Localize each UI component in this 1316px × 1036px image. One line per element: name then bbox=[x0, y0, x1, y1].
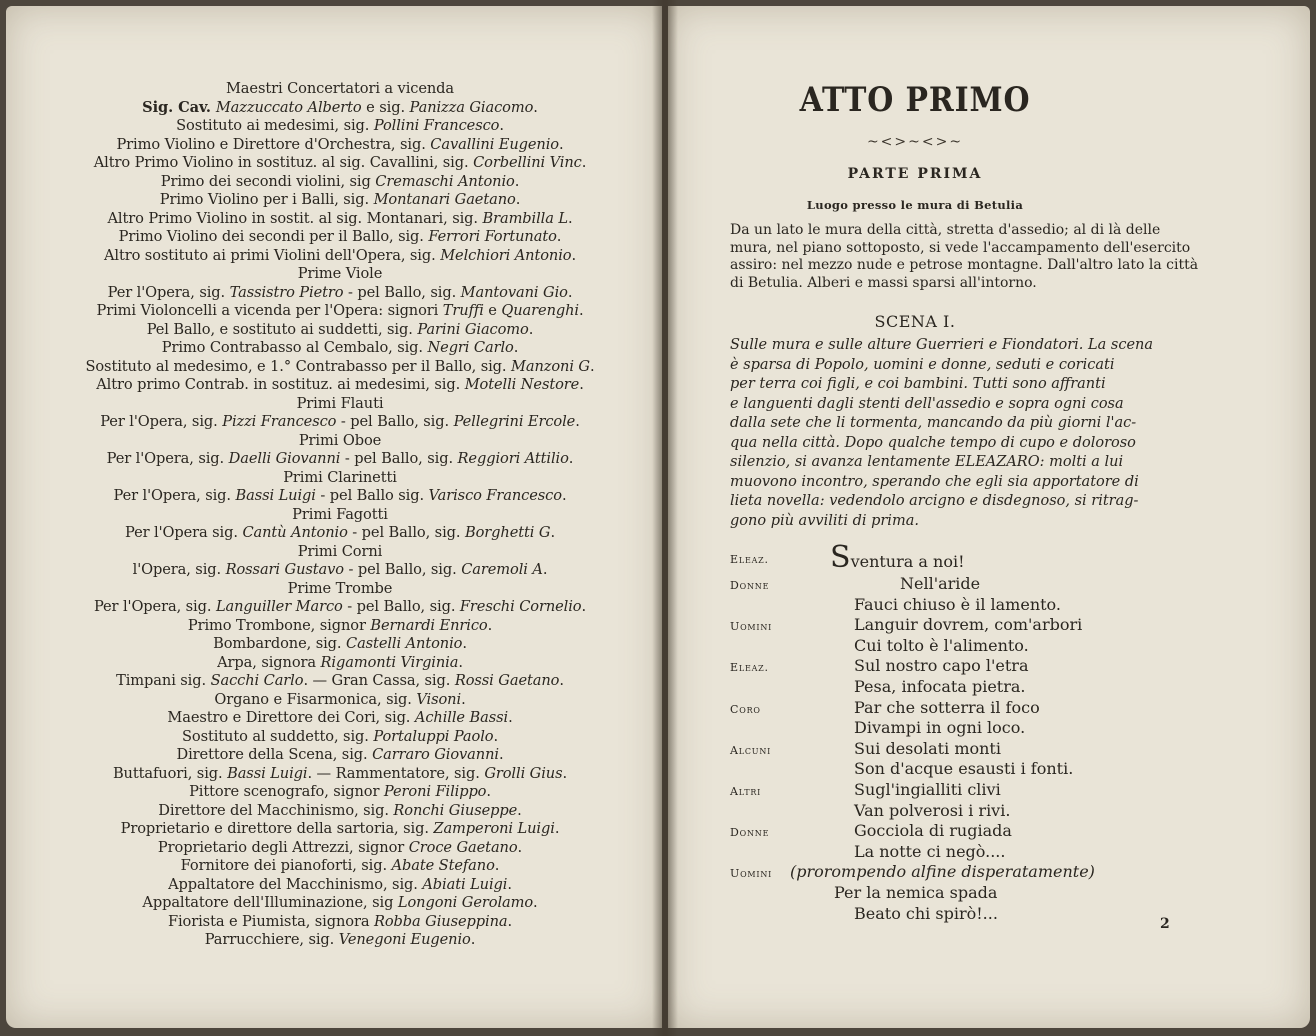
verse-text: Pesa, infocata pietra. bbox=[854, 676, 1026, 696]
credit-role: . bbox=[507, 912, 513, 930]
credit-name: Pollini Francesco bbox=[373, 117, 500, 134]
speaker-label: Alcuni bbox=[730, 743, 772, 757]
credit-role: Proprietario e direttore della sartoria, sig. bbox=[120, 820, 434, 837]
ornament-divider: ~<>~<>~ bbox=[866, 134, 964, 150]
speaker-label: Altri bbox=[730, 784, 762, 798]
dialogue-line bbox=[730, 780, 1150, 801]
credit-name: Manzoni G bbox=[511, 357, 590, 375]
credit-name: Pizzi Francesco bbox=[222, 413, 337, 430]
verse-text: Van polverosi i rivi. bbox=[854, 800, 1011, 820]
credit-role: - pel Ballo, sig. bbox=[342, 598, 460, 615]
credit-role: e bbox=[483, 302, 502, 319]
credit-name: Croce Gaetano bbox=[408, 838, 518, 856]
credit-name: Cremaschi Antonio bbox=[375, 172, 515, 190]
credit-line bbox=[70, 80, 610, 99]
dialogue-line bbox=[730, 883, 1150, 904]
credit-line bbox=[70, 339, 610, 358]
speaker-label: Eleaz. bbox=[730, 553, 769, 566]
credit-role: Timpani sig. bbox=[116, 672, 211, 689]
verse-text: Son d'acque esausti i fonti. bbox=[854, 759, 1074, 779]
dialogue-line bbox=[730, 801, 1150, 822]
credit-line bbox=[70, 580, 610, 599]
credit-line bbox=[70, 450, 610, 469]
credit-name: Tassistro Pietro bbox=[229, 283, 344, 301]
description-line: Da un lato le mura della città, stretta d'assedio; al di là delle bbox=[730, 222, 1161, 238]
credit-role: Altro sostituto ai primi Violini dell'Opera, sig. bbox=[103, 246, 441, 264]
credit-name: Zamperoni Luigi bbox=[433, 820, 555, 837]
dialogue-line bbox=[730, 677, 1150, 698]
speaker-label: Uomini bbox=[730, 620, 773, 634]
credit-role: . bbox=[579, 376, 584, 393]
part-heading: PARTE PRIMA bbox=[847, 166, 983, 182]
dialogue-verses bbox=[730, 540, 1150, 924]
credit-role: . bbox=[486, 783, 491, 800]
verse-text: Gocciola di rugiada bbox=[854, 821, 1012, 841]
credit-line bbox=[70, 857, 610, 876]
credit-role: Primo Violino dei secondi per il Ballo, sig. bbox=[118, 228, 429, 245]
credit-role: . bbox=[462, 635, 467, 652]
credit-name: Languiller Marco bbox=[215, 598, 343, 615]
credit-line bbox=[70, 931, 610, 950]
credit-line bbox=[70, 524, 610, 543]
dialogue-line bbox=[730, 718, 1150, 739]
credit-line bbox=[70, 617, 610, 636]
credit-role: Primo Violino e Direttore d'Orchestra, sig. bbox=[116, 135, 431, 153]
credit-role: . bbox=[571, 246, 577, 264]
stage-direction-line: silenzio, si avanza lentamente ELEAZARO: molti a lui bbox=[730, 454, 1124, 470]
credit-line bbox=[70, 191, 610, 210]
credit-name: Bassi Luigi bbox=[235, 487, 316, 504]
dialogue-line bbox=[730, 595, 1150, 616]
credit-name: Parini Giacomo bbox=[417, 320, 529, 338]
speaker-label: Coro bbox=[730, 702, 761, 716]
credit-line bbox=[70, 894, 610, 913]
scene-description bbox=[730, 222, 1200, 292]
verse-text: Sul nostro capo l'etra bbox=[854, 656, 1029, 676]
dialogue-line bbox=[730, 739, 1150, 760]
credit-role: Prime Viole bbox=[297, 265, 383, 282]
credit-role: Direttore del Macchinismo, sig. bbox=[158, 801, 394, 819]
credit-name: Brambilla L bbox=[482, 209, 568, 227]
credit-line bbox=[70, 136, 610, 155]
credit-role: Per l'Opera, sig. bbox=[93, 598, 216, 615]
credit-name: Ferrori Fortunato bbox=[428, 228, 557, 245]
credit-role: Per l'Opera sig. bbox=[125, 524, 243, 541]
credit-name: Cantù Antonio bbox=[242, 524, 348, 541]
credit-role: . bbox=[499, 117, 504, 134]
credit-role: Primo Violino per i Balli, sig. bbox=[159, 191, 374, 208]
credit-line bbox=[70, 635, 610, 654]
dialogue-line bbox=[730, 656, 1150, 677]
credit-role: Primi Clarinetti bbox=[283, 468, 397, 486]
credit-role: . bbox=[567, 283, 573, 301]
stage-direction-line: dalla sete che li tormenta, mancando da più giorni l'ac- bbox=[730, 415, 1137, 431]
verse-text: Beato chi spirò!... bbox=[854, 903, 998, 923]
verse-text: Sventura a noi! bbox=[830, 540, 965, 575]
credit-line bbox=[70, 432, 610, 451]
credit-role: . — Rammentatore, sig. bbox=[307, 764, 485, 782]
credit-role: . bbox=[568, 450, 574, 467]
credit-role: . bbox=[470, 931, 476, 948]
stage-direction-line: lieta novella: vedendolo arcigno e disdegnoso, si ritrag- bbox=[730, 493, 1139, 509]
credit-name: Freschi Cornelio bbox=[459, 598, 582, 615]
credit-role: Prime Trombe bbox=[287, 579, 393, 597]
credit-line bbox=[70, 820, 610, 839]
credit-role: Fiorista e Piumista, signora bbox=[167, 912, 374, 930]
credit-name: Bernardi Enrico bbox=[370, 616, 488, 634]
verse-text: Fauci chiuso è il lamento. bbox=[854, 594, 1061, 614]
credit-line bbox=[70, 654, 610, 673]
credit-name: Portaluppi Paolo bbox=[373, 727, 494, 745]
credit-role: Sostituto al medesimo, e 1.° Contrabasso per il Ballo, sig. bbox=[85, 357, 511, 375]
credit-role: Parrucchiere, sig. bbox=[204, 931, 339, 948]
credit-role: . bbox=[581, 598, 587, 615]
credit-name: Ronchi Giuseppe bbox=[393, 801, 518, 819]
stage-direction-line: qua nella città. Dopo qualche tempo di cupo e doloroso bbox=[730, 434, 1136, 451]
credit-role: Per l'Opera, sig. bbox=[107, 283, 230, 301]
credit-role: Sig. Cav. bbox=[142, 98, 216, 116]
credit-line bbox=[70, 413, 610, 432]
credit-role: Primo Trombone, signor bbox=[187, 616, 371, 634]
verse-text: Languir dovrem, com'arbori bbox=[854, 615, 1083, 635]
credit-role: . bbox=[559, 672, 564, 689]
verse-text: Par che sotterra il foco bbox=[854, 697, 1040, 717]
credit-line bbox=[70, 598, 610, 617]
credit-role: . bbox=[515, 191, 521, 208]
credit-role: . bbox=[550, 524, 555, 541]
credit-role: Direttore della Scena, sig. bbox=[176, 746, 373, 763]
credit-role: . bbox=[517, 838, 523, 856]
credit-name: Venegoni Eugenio bbox=[338, 931, 471, 948]
credit-line bbox=[70, 99, 610, 118]
credit-role: - pel Ballo, sig. bbox=[347, 524, 465, 541]
credit-role: . bbox=[508, 709, 513, 726]
verse-text: (prorompendo alfine disperatamente) bbox=[790, 862, 1095, 882]
credit-line bbox=[70, 543, 610, 562]
credit-name: Panizza Giacomo bbox=[409, 98, 534, 116]
credit-name: Borghetti G bbox=[464, 524, 551, 541]
credit-role: Primi Flauti bbox=[296, 394, 384, 412]
credit-role: . bbox=[559, 135, 564, 153]
speaker-label: Eleaz. bbox=[730, 661, 769, 675]
credit-line bbox=[70, 358, 610, 377]
credit-name: Rossari Gustavo bbox=[225, 561, 344, 578]
credit-line bbox=[70, 302, 610, 321]
credit-role: . bbox=[554, 820, 560, 837]
description-line: assiro: nel mezzo nude e petrose montagne. Dall'altro lato la città bbox=[730, 257, 1199, 273]
dialogue-line bbox=[730, 636, 1150, 657]
credit-line bbox=[70, 783, 610, 802]
credit-line bbox=[70, 746, 610, 765]
credit-name: Peroni Filippo bbox=[383, 783, 487, 800]
credit-name: Visoni bbox=[416, 690, 462, 708]
credit-name: Castelli Antonio bbox=[346, 635, 463, 652]
credit-name: Rossi Gaetano bbox=[454, 672, 560, 689]
credit-role: Pittore scenografo, signor bbox=[189, 783, 384, 800]
credit-name: Quarenghi bbox=[501, 302, 579, 319]
credit-role: Maestro e Direttore dei Cori, sig. bbox=[167, 709, 415, 726]
credit-name: Rigamonti Virginia bbox=[320, 653, 459, 671]
stage-directions bbox=[730, 336, 1200, 531]
credit-role: . bbox=[567, 209, 573, 227]
dialogue-line bbox=[730, 574, 1150, 595]
credit-role: . bbox=[493, 727, 499, 745]
credit-name: Corbellini Vinc bbox=[473, 154, 582, 171]
credit-role: Sostituto al suddetto, sig. bbox=[181, 727, 374, 745]
description-line: di Betulia. Alberi e massi sparsi all'intorno. bbox=[730, 274, 1037, 291]
credit-line bbox=[70, 210, 610, 229]
credit-line bbox=[70, 913, 610, 932]
description-line: mura, nel piano sottoposto, si vede l'accampamento dell'esercito bbox=[730, 239, 1191, 256]
credit-name: Robba Giuseppina bbox=[373, 912, 508, 930]
credit-line bbox=[70, 376, 610, 395]
credit-name: Longoni Gerolamo bbox=[397, 894, 534, 911]
credit-role: . — Gran Cassa, sig. bbox=[303, 672, 455, 689]
dialogue-line bbox=[730, 698, 1150, 719]
credit-role: . bbox=[589, 357, 595, 375]
credit-role: - pel Ballo, sig. bbox=[343, 561, 462, 578]
credit-name: Abiati Luigi bbox=[422, 875, 508, 893]
stage-direction-line: è sparsa di Popolo, uomini e donne, seduti e coricati bbox=[730, 356, 1115, 373]
credit-role: Per l'Opera, sig. bbox=[113, 487, 236, 504]
credit-name: Achille Bassi bbox=[414, 709, 509, 726]
credit-line bbox=[70, 728, 610, 747]
dialogue-line bbox=[730, 842, 1150, 863]
credit-role: . bbox=[533, 98, 538, 116]
credit-line bbox=[70, 321, 610, 340]
credit-role: Appaltatore dell'Illuminazione, sig bbox=[142, 894, 398, 911]
credit-role: e sig. bbox=[361, 98, 410, 116]
location-heading: Luogo presso le mura di Betulia bbox=[806, 198, 1024, 212]
credit-line bbox=[70, 173, 610, 192]
credit-role: Altro Primo Violino in sostituz. al sig. Cavallini, sig. bbox=[93, 154, 474, 171]
credit-role: . bbox=[498, 746, 504, 763]
credit-role: Primi Oboe bbox=[298, 431, 382, 449]
credit-role: Proprietario degli Attrezzi, signor bbox=[157, 838, 409, 856]
dialogue-line bbox=[730, 904, 1150, 925]
credit-line bbox=[70, 691, 610, 710]
credit-name: Carraro Giovanni bbox=[372, 746, 499, 763]
credit-role: - pel Ballo sig. bbox=[315, 487, 429, 504]
credit-line bbox=[70, 117, 610, 136]
verse-text: Per la nemica spada bbox=[834, 882, 998, 902]
act-title: ATTO PRIMO bbox=[799, 80, 1031, 120]
credit-name: Bassi Luigi bbox=[227, 764, 308, 782]
credit-line bbox=[70, 395, 610, 414]
credit-name: Abate Stefano bbox=[391, 857, 495, 874]
verse-text: Nell'aride bbox=[900, 574, 981, 593]
credit-line bbox=[70, 765, 610, 784]
credit-role: Fornitore dei pianoforti, sig. bbox=[180, 857, 392, 874]
credit-role: Buttafuori, sig. bbox=[112, 764, 228, 782]
credit-role: . bbox=[517, 801, 522, 819]
credit-name: Cavallini Eugenio bbox=[430, 135, 559, 153]
credit-role: . bbox=[507, 875, 512, 893]
credit-role: Primi Fagotti bbox=[292, 505, 388, 523]
credit-role: Altro Primo Violino in sostit. al sig. Montanari, sig. bbox=[107, 209, 483, 227]
verse-text: Divampi in ogni loco. bbox=[854, 718, 1026, 738]
credit-line bbox=[70, 709, 610, 728]
credit-line bbox=[70, 561, 610, 580]
credit-role: Primi Violoncelli a vicenda per l'Opera: signori bbox=[96, 302, 443, 319]
credit-line bbox=[70, 876, 610, 895]
dialogue-line bbox=[730, 821, 1150, 842]
credit-role: . bbox=[528, 320, 534, 338]
verse-text: Sugl'ingialliti clivi bbox=[854, 779, 1001, 799]
credit-role: . bbox=[461, 690, 466, 708]
credit-role: . bbox=[575, 413, 580, 430]
credit-name: Negri Carlo bbox=[427, 339, 514, 356]
dialogue-line bbox=[730, 540, 1150, 575]
dialogue-line bbox=[730, 759, 1150, 780]
credit-name: Motelli Nestore bbox=[464, 376, 580, 393]
credit-role: Altro primo Contrab. in sostituz. ai medesimi, sig. bbox=[96, 376, 465, 393]
stage-direction-line: gono più avviliti di prima. bbox=[730, 512, 919, 529]
credit-role: . bbox=[561, 487, 567, 504]
credit-name: Sacchi Carlo bbox=[210, 672, 304, 689]
speaker-label: Donne bbox=[730, 579, 770, 592]
verse-text: La notte ci negò.... bbox=[854, 841, 1006, 861]
credit-line bbox=[70, 672, 610, 691]
verse-text: Cui tolto è l'alimento. bbox=[854, 635, 1029, 655]
credit-line bbox=[70, 469, 610, 488]
credit-role: Organo e Fisarmonica, sig. bbox=[214, 690, 417, 708]
orchestra-credits-list bbox=[70, 80, 610, 950]
credit-name: Varisco Francesco bbox=[428, 487, 562, 504]
credit-name: Daelli Giovanni bbox=[228, 450, 341, 467]
page-number: 2 bbox=[1160, 916, 1170, 932]
credit-role: Primi Corni bbox=[297, 542, 383, 560]
credit-line bbox=[70, 487, 610, 506]
credit-name: Pellegrini Ercole bbox=[453, 413, 576, 430]
speaker-label: Uomini bbox=[730, 867, 773, 881]
credit-role: . bbox=[458, 653, 463, 671]
credit-role: Bombardone, sig. bbox=[213, 635, 346, 652]
credit-name: Mazzuccato Alberto bbox=[215, 98, 362, 116]
credit-role: . bbox=[556, 228, 562, 245]
credit-role: . bbox=[562, 764, 568, 782]
credit-name: Grolli Gius bbox=[484, 764, 563, 782]
credit-role: . bbox=[542, 561, 548, 578]
credit-line bbox=[70, 247, 610, 266]
credit-line bbox=[70, 228, 610, 247]
book-gutter bbox=[652, 0, 678, 1036]
credit-role: Appaltatore del Macchinismo, sig. bbox=[168, 875, 423, 893]
credit-line bbox=[70, 506, 610, 525]
credit-role: . bbox=[513, 339, 519, 356]
credit-line bbox=[70, 154, 610, 173]
credit-name: Reggiori Attilio bbox=[457, 450, 569, 467]
credit-name: Truffi bbox=[442, 302, 484, 319]
credit-role: l'Opera, sig. bbox=[132, 561, 226, 578]
credit-role: . bbox=[581, 154, 587, 171]
credit-role: . bbox=[494, 857, 500, 874]
credit-role: - pel Ballo, sig. bbox=[343, 283, 461, 301]
credit-role: Pel Ballo, e sostituto ai suddetti, sig. bbox=[146, 320, 418, 338]
stage-direction-line: e languenti dagli stenti dell'assedio e sopra ogni cosa bbox=[730, 395, 1124, 412]
credit-name: Caremoli A bbox=[461, 561, 543, 578]
credit-role: Primo Contrabasso al Cembalo, sig. bbox=[161, 339, 428, 356]
credit-role: Per l'Opera, sig. bbox=[100, 413, 223, 430]
credit-name: Mantovani Gio bbox=[460, 283, 568, 301]
dialogue-line bbox=[730, 615, 1150, 636]
credit-name: Melchiori Antonio bbox=[440, 246, 572, 264]
credit-line bbox=[70, 284, 610, 303]
credit-role: - pel Ballo, sig. bbox=[340, 450, 458, 467]
credit-role: Arpa, signora bbox=[217, 653, 321, 671]
stage-direction-line: muovono incontro, sperando che egli sia apportatore di bbox=[730, 473, 1139, 490]
credit-line bbox=[70, 265, 610, 284]
credit-role: . bbox=[533, 894, 538, 911]
dialogue-line bbox=[730, 862, 1150, 883]
credit-role: Maestri Concertatori a vicenda bbox=[225, 80, 455, 97]
credit-role: Per l'Opera, sig. bbox=[106, 450, 229, 467]
credit-role: . bbox=[487, 616, 493, 634]
credit-role: . bbox=[578, 302, 584, 319]
credit-role: . bbox=[514, 172, 520, 190]
credit-role: Sostituto ai medesimi, sig. bbox=[176, 117, 374, 134]
credit-line bbox=[70, 839, 610, 858]
credit-role: - pel Ballo, sig. bbox=[336, 413, 454, 430]
credit-line bbox=[70, 802, 610, 821]
stage-direction-line: per terra coi figli, e coi bambini. Tutti sono affranti bbox=[730, 376, 1106, 392]
speaker-label: Donne bbox=[730, 826, 770, 840]
verse-text: Sui desolati monti bbox=[854, 738, 1001, 758]
stage-direction-line: Sulle mura e sulle alture Guerrieri e Fiondatori. La scena bbox=[730, 337, 1154, 353]
credit-role: Primo dei secondi violini, sig bbox=[160, 172, 376, 190]
scene-heading: SCENA I. bbox=[874, 312, 956, 331]
credit-name: Montanari Gaetano bbox=[373, 191, 516, 208]
